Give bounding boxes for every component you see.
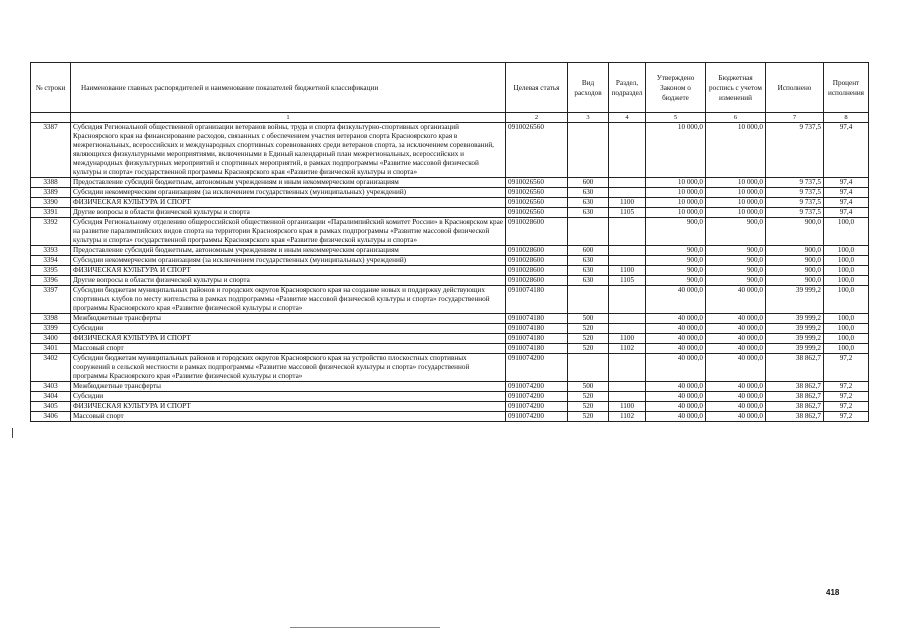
row-name: Субсидия Региональной общественной организации ветеранов войны, труда и спорта физкультурно-спортивных организаций Красноярского края на финансирование расходов, связанных с обеспечением участия ветеранов спорта Красноярского края в межрегиональных, всероссийских и международных спортивных соревнованиях среди ветеранов спорта, за исключением соревнований, являющихся физкультурными мероприятиями, включенными в Единый календарный план межрегиональных, всероссийских и международных физкультурных мероприятий и спортивных мероприятий, в рамках подпрограммы «Развитие массовой физической культуры и спорта» государственной программы Красноярского края «Развитие физической культуры и спорта» [71,123,506,178]
row-approved: 10 000,0 [646,198,706,208]
row-percent: 100,0 [824,266,869,276]
row-section [609,286,646,314]
column-number: 1 [71,113,506,123]
row-expense-type: 520 [568,324,609,334]
row-expense-type: 600 [568,246,609,256]
column-number: 7 [766,113,824,123]
row-name: Субсидии некоммерческим организациям (за исключением государственных (муниципальных) учреждений) [71,256,506,266]
row-expense-type: 520 [568,392,609,402]
row-number: 3390 [31,198,71,208]
table-row [31,324,869,334]
header-section: Раздел, подраздел [609,63,646,113]
row-target-article: 0910028600 [506,276,568,286]
row-section: 1105 [609,208,646,218]
row-section: 1100 [609,266,646,276]
row-number: 3401 [31,344,71,354]
column-number-blank [31,113,71,123]
row-number: 3399 [31,324,71,334]
row-percent: 100,0 [824,286,869,314]
row-executed: 9 737,5 [766,188,824,198]
row-approved: 40 000,0 [646,286,706,314]
row-expense-type: 630 [568,208,609,218]
row-executed: 900,0 [766,266,824,276]
row-expense-type: 520 [568,344,609,354]
row-target-article: 0910026560 [506,198,568,208]
row-number: 3395 [31,266,71,276]
row-approved: 10 000,0 [646,188,706,198]
row-target-article: 0910028600 [506,266,568,276]
table-row [31,198,869,208]
row-number: 3391 [31,208,71,218]
row-name: Субсидии [71,324,506,334]
row-name: Другие вопросы в области физической культуры и спорта [71,208,506,218]
table-row [31,354,869,382]
row-approved: 10 000,0 [646,178,706,188]
row-name: ФИЗИЧЕСКАЯ КУЛЬТУРА И СПОРТ [71,266,506,276]
row-approved: 40 000,0 [646,382,706,392]
page-number: 418 [826,588,840,597]
row-expense-type [568,123,609,178]
row-approved: 40 000,0 [646,324,706,334]
row-percent: 97,4 [824,178,869,188]
row-number: 3389 [31,188,71,198]
row-budget-list: 40 000,0 [706,402,766,412]
column-number-row [31,113,869,123]
table-body [31,123,869,422]
row-percent: 100,0 [824,256,869,266]
table-row [31,266,869,276]
row-executed: 38 862,7 [766,382,824,392]
row-percent: 97,2 [824,382,869,392]
row-name: ФИЗИЧЕСКАЯ КУЛЬТУРА И СПОРТ [71,402,506,412]
row-target-article: 0910028600 [506,246,568,256]
row-expense-type: 600 [568,178,609,188]
header-row [31,63,869,113]
row-approved: 40 000,0 [646,344,706,354]
table-row [31,178,869,188]
table-row [31,402,869,412]
row-name: Субсидия Региональному отделению общероссийской общественной организации «Паралимпийский комитет России» в Красноярском крае на развитие паралимпийских видов спорта на территории Красноярского края в рамках подпрограммы «Развитие массовой физической культуры и спорта» государственной программы Красноярского края «Развитие физической культуры и спорта» [71,218,506,246]
row-name: ФИЗИЧЕСКАЯ КУЛЬТУРА И СПОРТ [71,334,506,344]
table-row [31,392,869,402]
row-budget-list: 900,0 [706,256,766,266]
row-name: Субсидии бюджетам муниципальных районов и городских округов Красноярского края на устройство плоскостных спортивных сооружений в сельской местности в рамках подпрограммы «Развитие массовой физической культуры и спорта» государственной программы Красноярского края «Развитие физической культуры и спорта» [71,354,506,382]
row-section [609,123,646,178]
row-number: 3393 [31,246,71,256]
row-expense-type: 500 [568,382,609,392]
row-section: 1100 [609,198,646,208]
row-expense-type: 630 [568,266,609,276]
row-percent: 97,2 [824,402,869,412]
column-number: 4 [609,113,646,123]
row-budget-list: 900,0 [706,246,766,256]
row-executed: 9 737,5 [766,198,824,208]
row-target-article: 0910028600 [506,218,568,246]
row-budget-list: 10 000,0 [706,208,766,218]
row-expense-type: 630 [568,256,609,266]
row-target-article: 0910028600 [506,256,568,266]
row-target-article: 0910026560 [506,123,568,178]
row-section [609,246,646,256]
row-executed: 39 999,2 [766,324,824,334]
row-number: 3387 [31,123,71,178]
row-budget-list: 10 000,0 [706,123,766,178]
header-target-article: Целевая статья [506,63,568,113]
row-budget-list: 40 000,0 [706,392,766,402]
row-expense-type: 630 [568,188,609,198]
row-section [609,178,646,188]
row-budget-list: 40 000,0 [706,334,766,344]
table-row [31,276,869,286]
row-executed: 900,0 [766,256,824,266]
row-number: 3403 [31,382,71,392]
row-section [609,256,646,266]
row-approved: 10 000,0 [646,123,706,178]
header-expense-type: Вид расходов [568,63,609,113]
row-approved: 40 000,0 [646,402,706,412]
row-percent: 100,0 [824,334,869,344]
row-section [609,354,646,382]
table-row [31,218,869,246]
row-percent: 100,0 [824,246,869,256]
row-percent: 97,2 [824,354,869,382]
row-number: 3388 [31,178,71,188]
row-target-article: 0910074180 [506,324,568,334]
row-percent: 100,0 [824,276,869,286]
row-target-article: 0910074200 [506,392,568,402]
row-target-article: 0910074200 [506,412,568,422]
row-number: 3400 [31,334,71,344]
row-executed: 900,0 [766,276,824,286]
row-number: 3394 [31,256,71,266]
column-number: 6 [706,113,766,123]
row-approved: 900,0 [646,246,706,256]
row-percent: 100,0 [824,314,869,324]
row-section [609,324,646,334]
header-budget-list: Бюджетная роспись с учетом изменений [706,63,766,113]
row-approved: 900,0 [646,218,706,246]
row-expense-type [568,354,609,382]
row-budget-list: 40 000,0 [706,344,766,354]
table-row [31,382,869,392]
header-approved: Утверждено Законом о бюджете [646,63,706,113]
row-executed: 9 737,5 [766,178,824,188]
row-name: ФИЗИЧЕСКАЯ КУЛЬТУРА И СПОРТ [71,198,506,208]
table-row [31,188,869,198]
row-budget-list: 900,0 [706,266,766,276]
row-number: 3405 [31,402,71,412]
row-budget-list: 900,0 [706,276,766,286]
row-approved: 40 000,0 [646,314,706,324]
row-target-article: 0910074180 [506,286,568,314]
row-expense-type: 520 [568,402,609,412]
row-number: 3397 [31,286,71,314]
row-section [609,314,646,324]
row-section: 1102 [609,412,646,422]
row-target-article: 0910074180 [506,314,568,324]
row-executed: 38 862,7 [766,402,824,412]
header-name: Наименование главных распорядителей и наименование показателей бюджетной классификации [71,63,506,113]
table-row [31,208,869,218]
row-section: 1100 [609,402,646,412]
row-budget-list: 10 000,0 [706,178,766,188]
row-name: Межбюджетные трансферты [71,314,506,324]
row-executed: 39 999,2 [766,314,824,324]
row-approved: 40 000,0 [646,392,706,402]
row-percent: 97,2 [824,392,869,402]
row-section: 1100 [609,334,646,344]
row-number: 3404 [31,392,71,402]
row-name: Межбюджетные трансферты [71,382,506,392]
row-name: Массовый спорт [71,344,506,354]
row-percent: 100,0 [824,324,869,334]
row-number: 3402 [31,354,71,382]
row-name: Предоставление субсидий бюджетным, автономным учреждениям и иным некоммерческим организациям [71,178,506,188]
row-name: Субсидии [71,392,506,402]
row-name: Субсидии бюджетам муниципальных районов и городских округов Красноярского края на создание новых и поддержку действующих спортивных клубов по месту жительства в рамках подпрограммы «Развитие массовой физической культуры и спорта» государственной программы Красноярского края «Развитие физической культуры и спорта» [71,286,506,314]
row-percent: 97,4 [824,188,869,198]
row-percent: 97,4 [824,198,869,208]
row-approved: 40 000,0 [646,354,706,382]
row-executed: 39 999,2 [766,344,824,354]
row-percent: 97,4 [824,208,869,218]
column-number: 3 [568,113,609,123]
row-number: 3406 [31,412,71,422]
row-budget-list: 40 000,0 [706,314,766,324]
row-expense-type: 630 [568,198,609,208]
table-row [31,123,869,178]
row-expense-type [568,218,609,246]
header-percent: Процент исполнения [824,63,869,113]
row-budget-list: 40 000,0 [706,286,766,314]
row-number: 3396 [31,276,71,286]
scan-mark-bottom [290,627,440,628]
row-section [609,392,646,402]
table-row [31,412,869,422]
row-number: 3392 [31,218,71,246]
row-section [609,218,646,246]
row-percent: 100,0 [824,344,869,354]
row-expense-type: 630 [568,276,609,286]
row-expense-type [568,286,609,314]
row-approved: 900,0 [646,276,706,286]
column-number: 2 [506,113,568,123]
row-budget-list: 40 000,0 [706,382,766,392]
row-approved: 900,0 [646,266,706,276]
row-target-article: 0910026560 [506,178,568,188]
row-approved: 40 000,0 [646,412,706,422]
table-row [31,334,869,344]
row-name: Массовый спорт [71,412,506,422]
row-section: 1102 [609,344,646,354]
column-number: 8 [824,113,869,123]
row-budget-list: 10 000,0 [706,198,766,208]
row-target-article: 0910074180 [506,334,568,344]
table-row [31,344,869,354]
row-expense-type: 520 [568,412,609,422]
row-budget-list: 40 000,0 [706,354,766,382]
row-section [609,382,646,392]
row-name: Другие вопросы в области физической культуры и спорта [71,276,506,286]
row-target-article: 0910026560 [506,208,568,218]
row-executed: 38 862,7 [766,392,824,402]
row-budget-list: 40 000,0 [706,324,766,334]
row-approved: 40 000,0 [646,334,706,344]
row-percent: 100,0 [824,218,869,246]
row-executed: 38 862,7 [766,354,824,382]
header-executed: Исполнено [766,63,824,113]
row-percent: 97,4 [824,123,869,178]
row-target-article: 0910074200 [506,402,568,412]
table-row [31,314,869,324]
row-target-article: 0910074200 [506,354,568,382]
row-number: 3398 [31,314,71,324]
row-section: 1105 [609,276,646,286]
row-approved: 10 000,0 [646,208,706,218]
row-executed: 900,0 [766,218,824,246]
row-target-article: 0910026560 [506,188,568,198]
row-executed: 9 737,5 [766,208,824,218]
row-executed: 9 737,5 [766,123,824,178]
row-executed: 38 862,7 [766,412,824,422]
row-approved: 900,0 [646,256,706,266]
budget-execution-table [30,62,869,422]
row-section [609,188,646,198]
row-expense-type: 520 [568,334,609,344]
table-row [31,286,869,314]
row-expense-type: 500 [568,314,609,324]
row-target-article: 0910074180 [506,344,568,354]
row-name: Предоставление субсидий бюджетным, автономным учреждениям и иным некоммерческим организациям [71,246,506,256]
row-budget-list: 900,0 [706,218,766,246]
row-budget-list: 10 000,0 [706,188,766,198]
table-row [31,256,869,266]
row-executed: 39 999,2 [766,334,824,344]
row-executed: 900,0 [766,246,824,256]
row-target-article: 0910074200 [506,382,568,392]
header-row-no: № строки [31,63,71,113]
column-number: 5 [646,113,706,123]
row-executed: 39 999,2 [766,286,824,314]
scan-mark-left [12,428,13,438]
row-name: Субсидии некоммерческим организациям (за исключением государственных (муниципальных) учреждений) [71,188,506,198]
table-row [31,246,869,256]
row-budget-list: 40 000,0 [706,412,766,422]
row-percent: 97,2 [824,412,869,422]
